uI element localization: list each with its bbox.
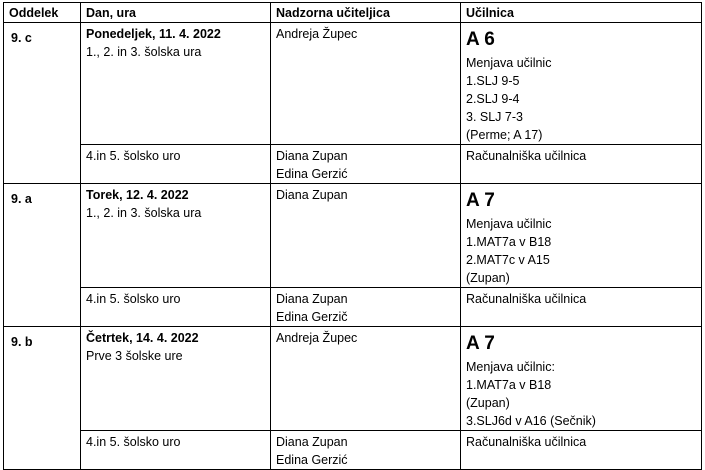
room-code: A 6 <box>466 29 495 50</box>
table-row <box>4 184 702 288</box>
room-cell <box>461 288 702 327</box>
room-cell <box>461 145 702 184</box>
room-note: 1.MAT7a v B18 <box>466 235 552 249</box>
table-row <box>4 431 702 470</box>
hours-text: 1., 2. in 3. šolska ura <box>86 45 202 59</box>
room-code: A 7 <box>466 190 495 211</box>
room-text: Računalniška učilnica <box>466 435 587 449</box>
date-cell <box>81 327 271 431</box>
room-note: (Zupan) <box>466 396 510 410</box>
date-text: Torek, 12. 4. 2022 <box>86 188 189 202</box>
teacher-text: Diana Zupan <box>276 188 348 202</box>
class-cell: 9. b <box>4 327 81 470</box>
room-cell <box>461 431 702 470</box>
teacher-text: Edina Gerzić <box>276 167 348 181</box>
teacher-text: Diana Zupan <box>276 435 348 449</box>
header-class: Oddelek <box>4 3 81 23</box>
room-note: (Perme; A 17) <box>466 128 543 142</box>
schedule-table <box>3 2 702 470</box>
teacher-text: Diana Zupan <box>276 149 348 163</box>
room-text: Računalniška učilnica <box>466 149 587 163</box>
room-note: Menjava učilnic <box>466 217 552 231</box>
teacher-text: Andreja Župec <box>276 331 358 345</box>
table-row <box>4 288 702 327</box>
hours-cell <box>81 431 271 470</box>
hours-cell <box>81 145 271 184</box>
date-cell <box>81 184 271 288</box>
hours-text: 1., 2. in 3. šolska ura <box>86 206 202 220</box>
hours-cell <box>81 288 271 327</box>
header-row <box>4 3 702 23</box>
teacher-text: Diana Zupan <box>276 292 348 306</box>
class-cell: 9. a <box>4 184 81 327</box>
room-code: A 7 <box>466 333 495 354</box>
teacher-cell <box>271 184 461 288</box>
teacher-text: Andreja Župec <box>276 27 358 41</box>
hours-text: 4.in 5. šolsko uro <box>86 292 181 306</box>
teacher-text: Edina Gerzič <box>276 310 348 324</box>
header-teacher: Nadzorna učiteljica <box>271 3 461 23</box>
room-note: (Zupan) <box>466 271 510 285</box>
table-row <box>4 23 702 145</box>
room-note: 2.SLJ 9-4 <box>466 92 520 106</box>
room-note: Menjava učilnic: <box>466 360 555 374</box>
room-note: Menjava učilnic <box>466 56 552 70</box>
teacher-cell <box>271 23 461 145</box>
room-cell <box>461 327 702 431</box>
hours-text: Prve 3 šolske ure <box>86 349 183 363</box>
teacher-cell <box>271 327 461 431</box>
date-text: Ponedeljek, 11. 4. 2022 <box>86 27 221 41</box>
teacher-cell <box>271 431 461 470</box>
table-row <box>4 145 702 184</box>
room-cell <box>461 184 702 288</box>
room-note: 3.SLJ6d v A16 (Sečnik) <box>466 414 596 428</box>
teacher-text: Edina Gerzić <box>276 453 348 467</box>
header-date: Dan, ura <box>81 3 271 23</box>
class-cell: 9. c <box>4 23 81 184</box>
hours-text: 4.in 5. šolsko uro <box>86 435 181 449</box>
teacher-cell <box>271 288 461 327</box>
room-text: Računalniška učilnica <box>466 292 587 306</box>
room-note: 3. SLJ 7-3 <box>466 110 523 124</box>
date-text: Četrtek, 14. 4. 2022 <box>86 331 199 345</box>
room-note: 1.MAT7a v B18 <box>466 378 552 392</box>
hours-text: 4.in 5. šolsko uro <box>86 149 181 163</box>
teacher-cell <box>271 145 461 184</box>
table-row <box>4 327 702 431</box>
room-note: 2.MAT7c v A15 <box>466 253 550 267</box>
room-note: 1.SLJ 9-5 <box>466 74 520 88</box>
header-room: Učilnica <box>461 3 702 23</box>
date-cell <box>81 23 271 145</box>
room-cell <box>461 23 702 145</box>
